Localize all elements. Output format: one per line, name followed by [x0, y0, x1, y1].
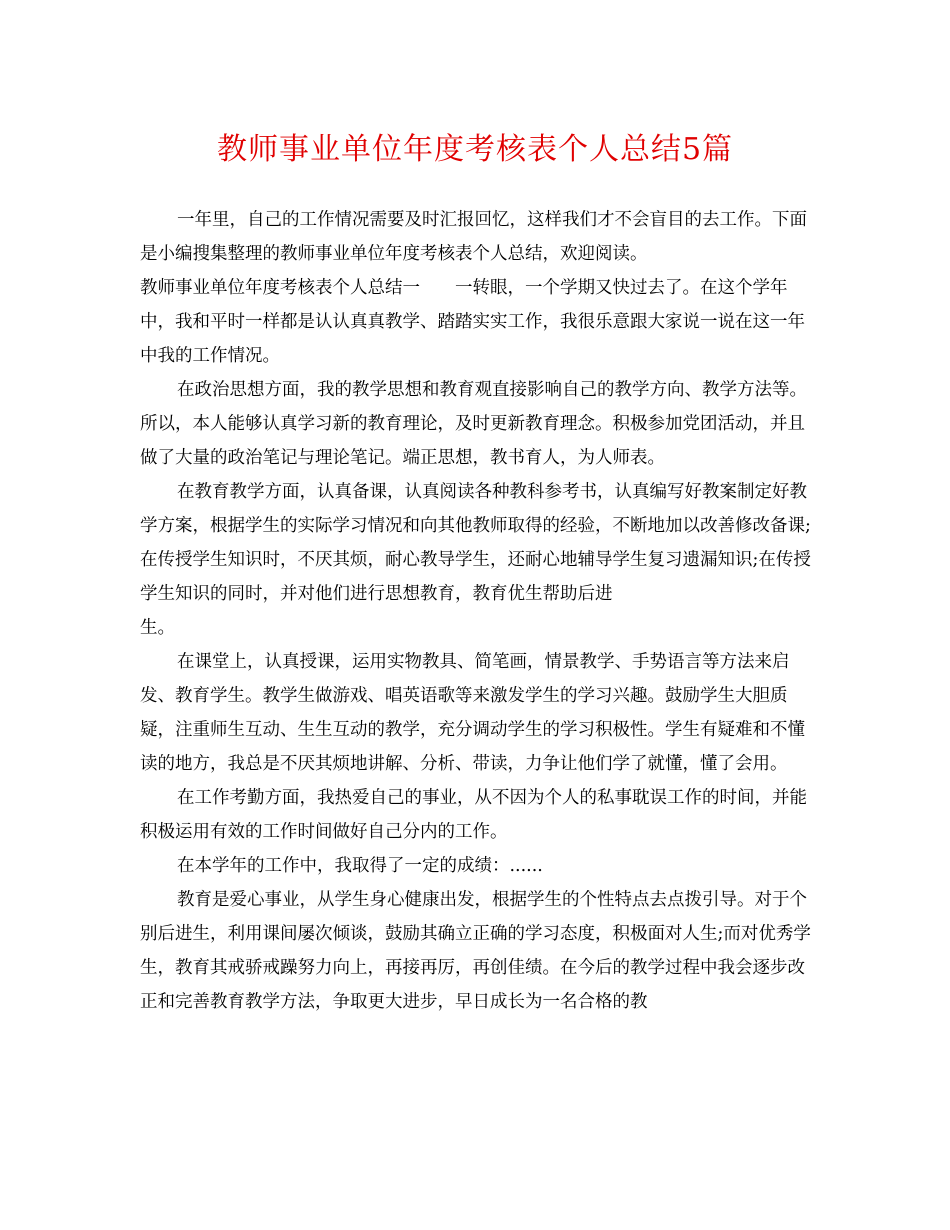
document-body	[140, 203, 820, 1019]
paragraph-care: 教育是爱心事业，从学生身心健康出发，根据学生的个性特点去点拨引导。对于个别后进生，利用课间屡次倾谈，鼓励其确立正确的学习态度，积极面对人生;而对优秀学生，教育其戒骄戒躁努力向上，再接再厉，再创佳绩。在今后的教学过程中我会逐步改正和完善教育教学方法，争取更大进步，早日成长为一名合格的教	[140, 890, 811, 1012]
paragraph-achievements: 在本学年的工作中，我取得了一定的成绩：......	[177, 856, 543, 876]
document-title: 教师事业单位年度考核表个人总结5篇	[216, 132, 734, 167]
paragraph-teaching-tail: 生。	[140, 618, 175, 638]
paragraph-political-thought: 在政治思想方面，我的教学思想和教育观直接影响自己的教学方向、教学方法等。所以，本人能够认真学习新的教育理论，及时更新教育理念。积极参加党团活动，并且做了大量的政治笔记与理论笔记。端正思想，教书育人，为人师表。	[140, 380, 807, 468]
paragraph-intro: 一年里，自己的工作情况需要及时汇报回忆，这样我们才不会盲目的去工作。下面是小编搜集整理的教师事业单位年度考核表个人总结，欢迎阅读。	[140, 210, 807, 264]
paragraph-attendance: 在工作考勤方面，我热爱自己的事业，从不因为个人的私事耽误工作的时间，并能积极运用有效的工作时间做好自己分内的工作。	[140, 788, 807, 842]
paragraph-classroom: 在课堂上，认真授课，运用实物教具、简笔画，情景教学、手势语言等方法来启发、教育学生。教学生做游戏、唱英语歌等来激发学生的学习兴趣。鼓励学生大胆质疑，注重师生互动、生生互动的教学，充分调动学生的学习积极性。学生有疑难和不懂读的地方，我总是不厌其烦地讲解、分析、带读，力争让他们学了就懂，懂了会用。	[140, 652, 805, 774]
paragraph-teaching: 在教育教学方面，认真备课，认真阅读各种教科参考书，认真编写好教案制定好教学方案，根据学生的实际学习情况和向其他教师取得的经验，不断地加以改善修改备课;在传授学生知识时，不厌其烦，耐心教导学生，还耐心地辅导学生复习遗漏知识;在传授学生知识的同时，并对他们进行思想教育，教育优生帮助后进	[140, 482, 811, 604]
paragraph-section-one-start: 教师事业单位年度考核表个人总结一 一转眼，一个学期又快过去了。在这个学年中，我和平时一样都是认认真真教学、踏踏实实工作，我很乐意跟大家说一说在这一年中我的工作情况。	[140, 278, 805, 366]
